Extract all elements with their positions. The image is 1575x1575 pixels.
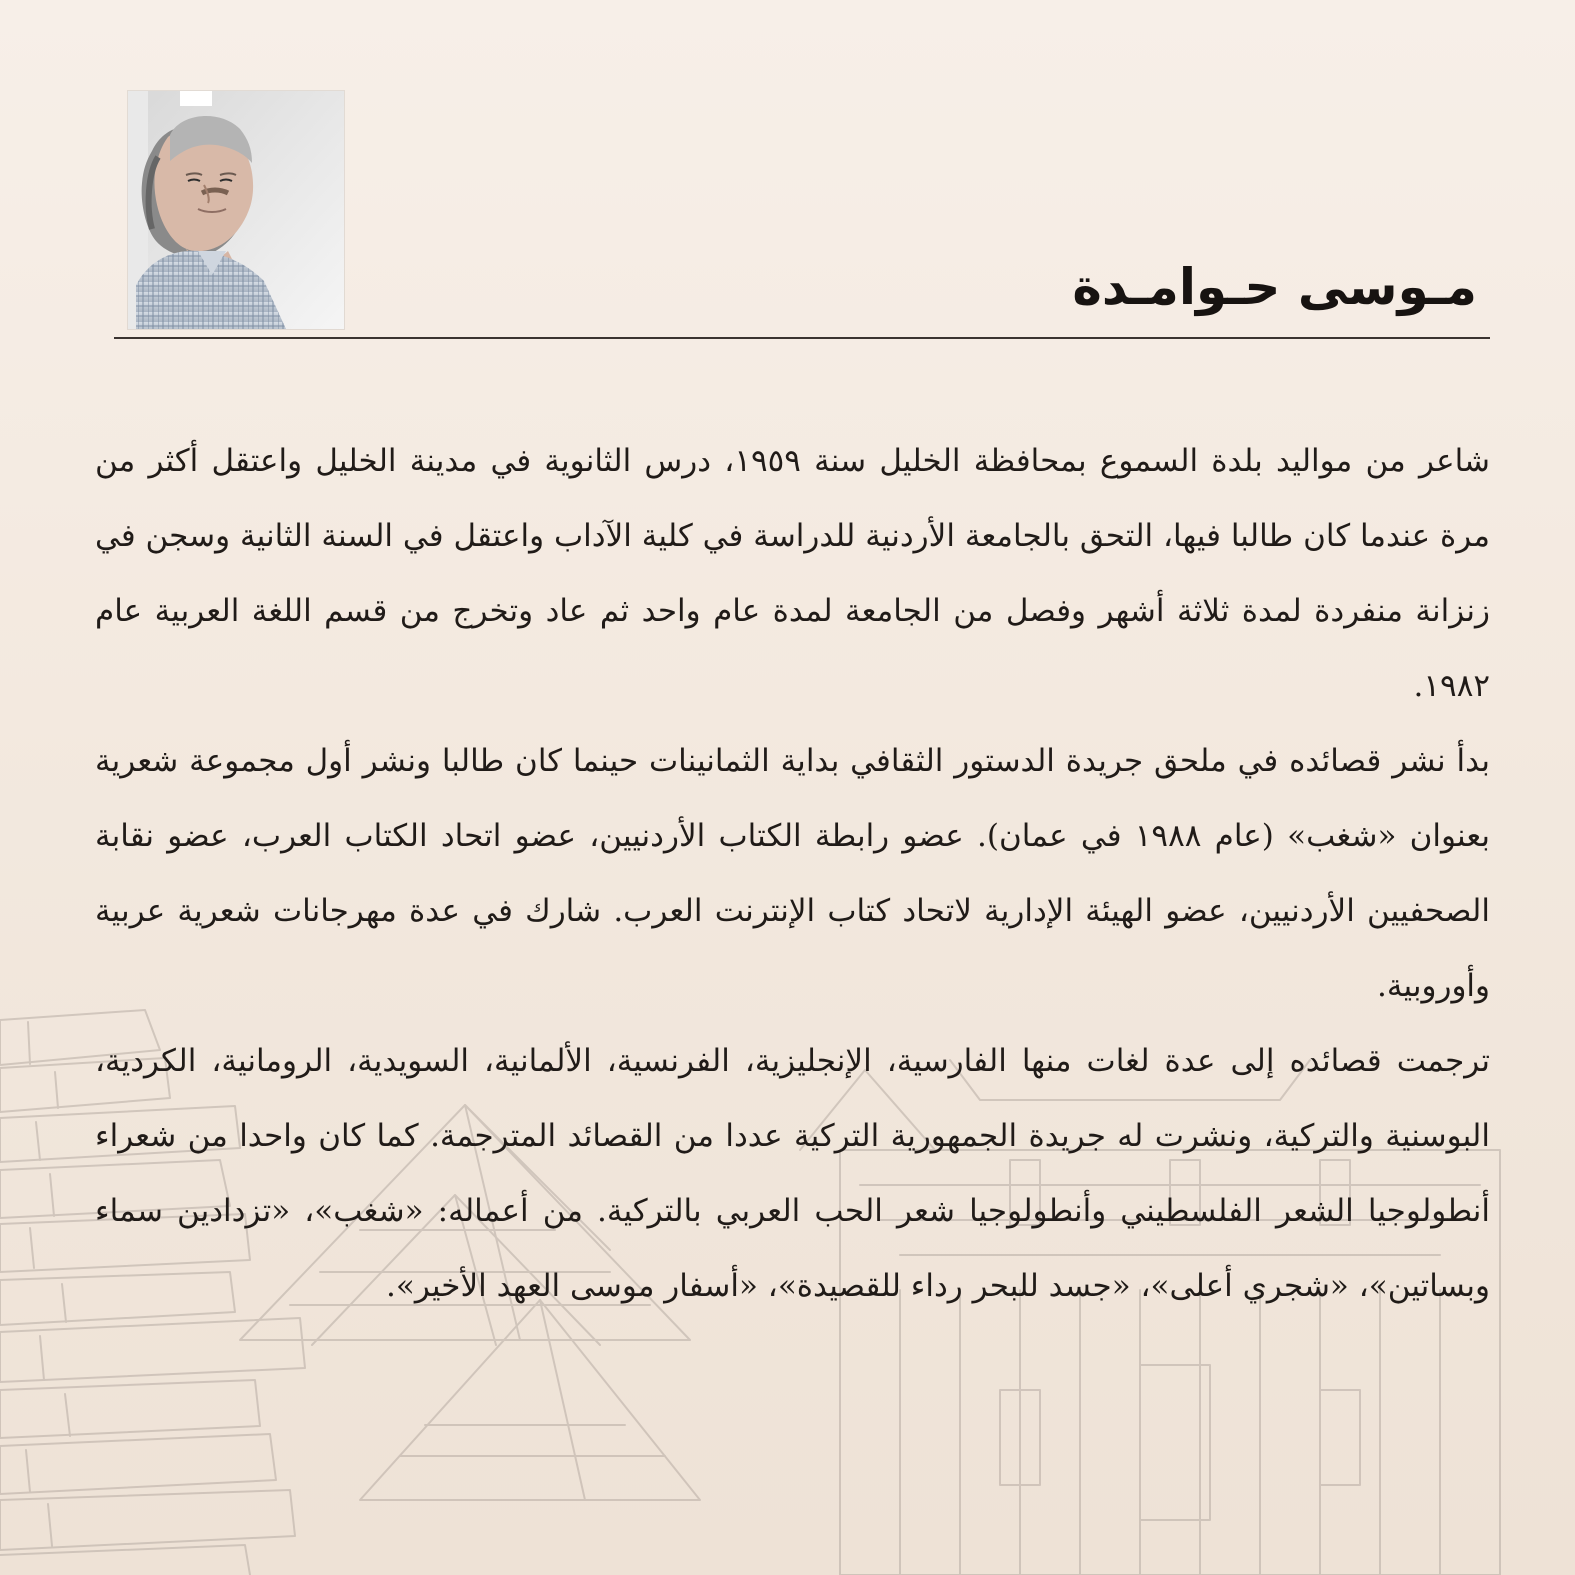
biography-paragraph-1: شاعر من مواليد بلدة السموع بمحافظة الخليل سنة ١٩٥٩، درس الثانوية في مدينة الخليل واعتقل أكثر من مرة عندما كان طالبا فيها، التحق بالجامعة الأردنية للدراسة في كلية الآداب واعتقل في السنة الثانية وسجن في زنزانة منفردة لمدة ثلاثة أشهر وفصل من الجامعة لمدة عام واحد ثم عاد وتخرج من قسم اللغة العربية عام ١٩٨٢. (95, 443, 1490, 704)
title-divider (114, 337, 1490, 339)
biography-paragraph-2: بدأ نشر قصائده في ملحق جريدة الدستور الثقافي بداية الثمانينات حينما كان طالبا ونشر أول مجموعة شعرية بعنوان «شغب» (عام ١٩٨٨ في عمان). عضو رابطة الكتاب الأردنيين، عضو اتحاد الكتاب العرب، عضو نقابة الصحفيين الأردنيين، عضو الهيئة الإدارية لاتحاد كتاب الإنترنت العرب. شارك في عدة مهرجانات شعرية عربية وأوروبية. (95, 743, 1490, 1004)
biography-text (95, 424, 1490, 1324)
biography-paragraph-3: ترجمت قصائده إلى عدة لغات منها الفارسية، الإنجليزية، الفرنسية، الألمانية، السويدية، الرومانية، الكردية، البوسنية والتركية، ونشرت له جريدة الجمهورية التركية عددا من القصائد المترجمة. كما كان واحدا من شعراء أنطولوجيا الشعر الفلسطيني وأنطولوجيا شعر الحب العربي بالتركية. من أعماله: «شغب»، «تزدادين سماء وبساتين»، «شجري أعلى»، «جسد للبحر رداء للقصيدة»، «أسفار موسى العهد الأخير». (95, 1043, 1490, 1304)
page-title: مـوسى حـوامـدة (1072, 258, 1477, 316)
portrait-photo-image (128, 91, 344, 329)
portrait-photo (128, 91, 344, 329)
